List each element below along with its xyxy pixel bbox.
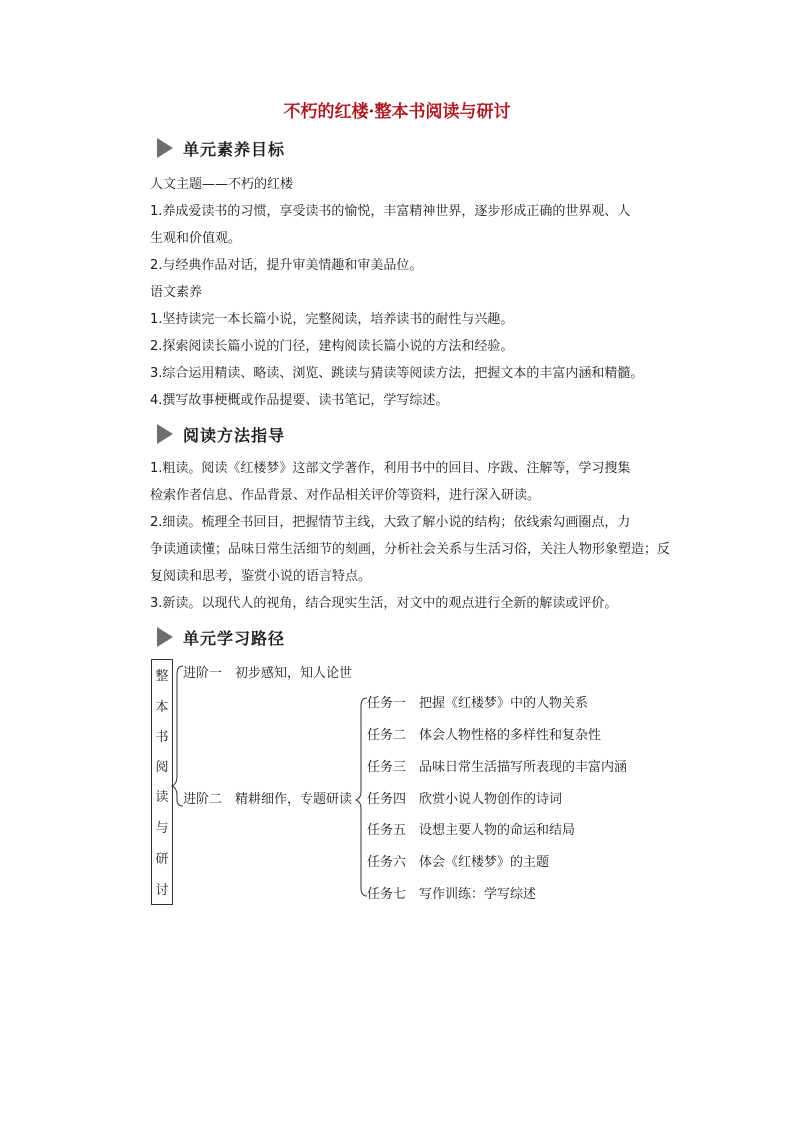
literacy-title: 语文素养 bbox=[150, 285, 203, 300]
stage-2: 进阶二 精耕细作，专题研读 bbox=[183, 792, 353, 807]
root-char: 研 bbox=[155, 852, 169, 867]
literacy-line: 2.探索阅读长篇小说的门径，建构阅读长篇小说的方法和经验。 bbox=[150, 339, 514, 354]
brace-tasks bbox=[356, 698, 367, 896]
task-item: 任务三 品味日常生活描写所表现的丰富内涵 bbox=[367, 760, 628, 775]
goal-line: 生观和价值观。 bbox=[150, 231, 242, 246]
root-char: 本 bbox=[155, 700, 169, 715]
task-item: 任务一 把握《红楼梦》中的人物关系 bbox=[367, 696, 589, 711]
stage-1: 进阶一 初步感知，知人论世 bbox=[183, 666, 353, 681]
root-char: 阅 bbox=[155, 760, 169, 775]
method-line: 检索作者信息、作品背景、对作品相关评价等资料，进行深入研读。 bbox=[150, 488, 541, 503]
page-title: 不朽的红楼·整本书阅读与研讨 bbox=[283, 102, 511, 122]
root-char: 读 bbox=[155, 790, 169, 805]
task-item: 任务四 欣赏小说人物创作的诗词 bbox=[367, 792, 563, 807]
humanities-title: 人文主题——不朽的红楼 bbox=[150, 177, 294, 192]
root-char: 整 bbox=[155, 669, 169, 684]
literacy-line: 1.坚持读完一本长篇小说，完整阅读，培养读书的耐性与兴趣。 bbox=[150, 312, 514, 327]
section-heading-goals: 单元素养目标 bbox=[157, 136, 285, 160]
task-item: 任务七 写作训练：学写综述 bbox=[367, 887, 537, 902]
section-heading-path: 单元学习路径 bbox=[157, 625, 285, 649]
goal-line: 1.养成爱读书的习惯，享受读书的愉悦，丰富精神世界，逐步形成正确的世界观、人 bbox=[150, 204, 631, 219]
method-line: 复阅读和思考，鉴赏小说的语言特点。 bbox=[150, 569, 372, 584]
literacy-line: 4.撰写故事梗概或作品提要、读书笔记，学写综述。 bbox=[150, 393, 449, 408]
task-item: 任务六 体会《红楼梦》的主题 bbox=[367, 855, 550, 870]
task-item: 任务五 设想主要人物的命运和结局 bbox=[367, 823, 576, 838]
root-char: 讨 bbox=[155, 883, 169, 898]
method-line: 2.细读。梳理全书回目，把握情节主线，大致了解小说的结构；依线索勾画圈点，力 bbox=[150, 515, 631, 530]
task-item: 任务二 体会人物性格的多样性和复杂性 bbox=[367, 728, 602, 743]
section-heading-methods: 阅读方法指导 bbox=[157, 422, 285, 446]
literacy-line: 3.综合运用精读、略读、浏览、跳读与猜读等阅读方法，把握文本的丰富内涵和精髓。 bbox=[150, 366, 644, 381]
brace-stages bbox=[172, 666, 183, 806]
method-line: 1.粗读。阅读《红楼梦》这部文学著作，利用书中的回目、序跋、注解等，学习搜集 bbox=[150, 461, 631, 476]
goal-line: 2.与经典作品对话，提升审美情趣和审美品位。 bbox=[150, 258, 423, 273]
method-line: 3.新读。以现代人的视角，结合现实生活，对文中的观点进行全新的解读或评价。 bbox=[150, 596, 618, 611]
root-char: 书 bbox=[155, 730, 169, 745]
root-char: 与 bbox=[155, 821, 169, 836]
method-line: 争读通读懂；品味日常生活细节的刻画，分析社会关系与生活习俗，关注人物形象塑造；反 bbox=[150, 542, 671, 557]
